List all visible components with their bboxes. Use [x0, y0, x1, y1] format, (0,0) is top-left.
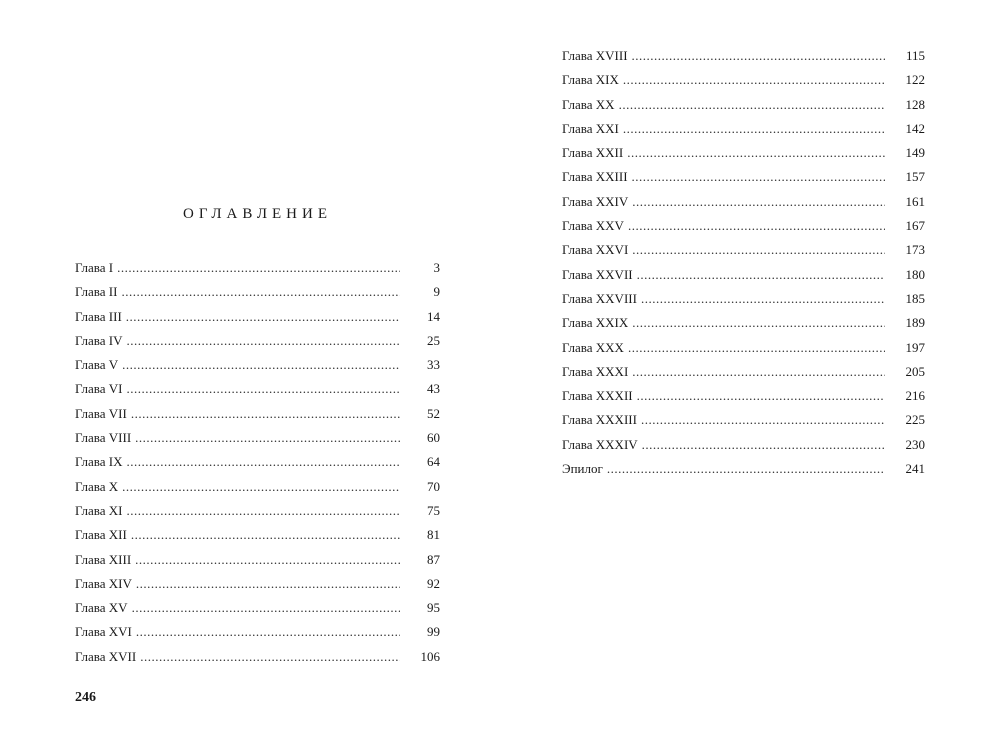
- dot-leader: [641, 410, 885, 430]
- dot-leader: [127, 331, 401, 351]
- toc-entry-page: 180: [905, 266, 925, 282]
- toc-entry-label: Эпилог: [562, 461, 603, 477]
- toc-entry-page: 70: [427, 478, 440, 494]
- toc-entry-page: 225: [905, 412, 925, 428]
- dot-leader: [127, 501, 401, 521]
- toc-entry-page: 216: [905, 388, 925, 404]
- toc-entry: [75, 647, 440, 671]
- toc-entry-page: 25: [427, 332, 440, 348]
- toc-entry-page: 142: [905, 120, 925, 136]
- toc-entry-label: Глава VII: [75, 405, 127, 421]
- toc-entry-page: 64: [427, 454, 440, 470]
- toc-entry-page: 122: [905, 72, 925, 88]
- toc-entry-label: Глава IX: [75, 454, 123, 470]
- toc-entry: [75, 428, 440, 452]
- toc-entry-label: Глава XXVIII: [562, 290, 637, 306]
- toc-entry: [75, 379, 440, 403]
- toc-entry-page: 9: [433, 284, 440, 300]
- dot-leader: [607, 459, 885, 479]
- toc-entry-label: Глава XXIV: [562, 193, 629, 209]
- dot-leader: [117, 258, 400, 278]
- toc-entry-label: Глава XVIII: [562, 48, 628, 63]
- toc-entry: [562, 119, 925, 143]
- toc-entry-label: Глава XIX: [562, 72, 619, 88]
- toc-entry-page: 241: [905, 461, 925, 477]
- toc-entry-page: 189: [905, 315, 925, 331]
- toc-entry-label: Глава XI: [75, 502, 123, 518]
- toc-entry-page: 75: [427, 502, 440, 518]
- dot-leader: [623, 119, 885, 139]
- toc-list-right: [562, 46, 925, 483]
- toc-entry-page: 185: [905, 290, 925, 306]
- toc-entry-page: 33: [427, 357, 440, 373]
- dot-leader: [136, 574, 400, 594]
- toc-entry: [75, 477, 440, 501]
- toc-entry-label: Глава XVI: [75, 624, 132, 640]
- toc-entry-label: Глава XIII: [75, 551, 132, 567]
- toc-entry: [75, 550, 440, 574]
- toc-entry: [562, 192, 925, 216]
- dot-leader: [132, 598, 400, 618]
- toc-entry-label: Глава XXXI: [562, 363, 629, 379]
- dot-leader: [136, 622, 400, 642]
- dot-leader: [140, 647, 400, 667]
- page-number: 246: [75, 690, 96, 705]
- toc-entry-label: Глава XXVI: [562, 242, 629, 258]
- toc-entry: [75, 598, 440, 622]
- dot-leader: [632, 362, 885, 382]
- toc-entry: [75, 404, 440, 428]
- toc-entry-label: Глава X: [75, 478, 119, 494]
- toc-entry: [562, 167, 925, 191]
- toc-entry: [562, 362, 925, 386]
- dot-leader: [135, 550, 400, 570]
- toc-entry: [562, 265, 925, 289]
- dot-leader: [641, 289, 885, 309]
- toc-entry: [562, 46, 925, 70]
- toc-entry-page: 167: [905, 218, 925, 234]
- toc-entry-label: Глава XXXIV: [562, 436, 638, 452]
- toc-entry: [75, 452, 440, 476]
- toc-entry-label: Глава IV: [75, 332, 123, 348]
- toc-entry: [75, 258, 440, 282]
- toc-entry-page: 205: [905, 363, 925, 379]
- toc-entry-page: 43: [427, 381, 440, 397]
- toc-entry-page: 92: [427, 575, 440, 591]
- toc-entry: [562, 216, 925, 240]
- toc-entry-label: Глава XXIII: [562, 169, 628, 185]
- toc-entry: [75, 525, 440, 549]
- toc-entry-page: 173: [905, 242, 925, 258]
- toc-entry: [562, 240, 925, 264]
- toc-entry-page: 95: [427, 600, 440, 616]
- toc-entry: [562, 143, 925, 167]
- toc-entry-label: Глава XV: [75, 600, 128, 616]
- dot-leader: [627, 143, 885, 163]
- dot-leader: [632, 240, 885, 260]
- toc-entry-label: Глава V: [75, 357, 119, 373]
- dot-leader: [131, 525, 400, 545]
- toc-entry-page: 149: [905, 145, 925, 161]
- toc-entry: [75, 574, 440, 598]
- toc-entry-label: Глава XXI: [562, 120, 619, 136]
- toc-entry-label: Глава XII: [75, 527, 127, 543]
- toc-entry: [75, 501, 440, 525]
- toc-entry: [562, 289, 925, 313]
- toc-entry: [75, 331, 440, 355]
- toc-entry-page: 157: [905, 169, 925, 185]
- toc-entry: [75, 307, 440, 331]
- dot-leader: [623, 70, 885, 90]
- toc-entry-label: Глава II: [75, 284, 118, 300]
- toc-entry-page: 99: [427, 624, 440, 640]
- toc-entry-label: Глава I: [75, 260, 114, 275]
- dot-leader: [632, 192, 885, 212]
- toc-entry-label: Глава XXXII: [562, 388, 633, 404]
- dot-leader: [131, 404, 400, 424]
- dot-leader: [632, 313, 885, 333]
- toc-entry-page: 60: [427, 430, 440, 446]
- toc-entry-label: Глава VIII: [75, 430, 132, 446]
- toc-entry-page: 87: [427, 551, 440, 567]
- toc-entry-page: 81: [427, 527, 440, 543]
- toc-entry: [562, 435, 925, 459]
- toc-entry: [75, 355, 440, 379]
- toc-list-left: [75, 258, 440, 671]
- toc-entry-label: Глава XX: [562, 96, 615, 112]
- dot-leader: [628, 216, 885, 236]
- toc-entry-page: 115: [905, 48, 925, 63]
- dot-leader: [127, 379, 401, 399]
- toc-entry: [562, 410, 925, 434]
- toc-heading: ОГЛАВЛЕНИЕ: [183, 206, 332, 222]
- dot-leader: [632, 46, 885, 66]
- toc-entry-label: Глава XVII: [75, 648, 137, 664]
- toc-entry-page: 197: [905, 339, 925, 355]
- toc-entry-epilogue: [562, 459, 925, 483]
- toc-entry-page: 106: [420, 648, 440, 664]
- dot-leader: [642, 435, 885, 455]
- toc-entry-page: 128: [905, 96, 925, 112]
- toc-entry: [562, 313, 925, 337]
- toc-entry-label: Глава XXII: [562, 145, 624, 161]
- toc-entry: [75, 282, 440, 306]
- toc-entry: [562, 386, 925, 410]
- dot-leader: [637, 386, 885, 406]
- dot-leader: [628, 338, 885, 358]
- toc-entry-label: Глава XXV: [562, 218, 624, 234]
- toc-entry: [75, 622, 440, 646]
- right-page: [500, 0, 1000, 750]
- toc-entry-label: Глава VI: [75, 381, 123, 397]
- toc-entry-label: Глава XXX: [562, 339, 624, 355]
- toc-entry: [562, 95, 925, 119]
- toc-entry-label: Глава III: [75, 308, 122, 324]
- dot-leader: [135, 428, 400, 448]
- dot-leader: [126, 307, 400, 327]
- toc-entry-page: 161: [905, 193, 925, 209]
- toc-entry: [562, 338, 925, 362]
- toc-entry: [562, 70, 925, 94]
- dot-leader: [632, 167, 885, 187]
- dot-leader: [122, 355, 400, 375]
- toc-entry-page: 14: [427, 308, 440, 324]
- toc-entry-label: Глава XXXIII: [562, 412, 637, 428]
- toc-entry-page: 230: [905, 436, 925, 452]
- dot-leader: [121, 282, 400, 302]
- toc-entry-label: Глава XIV: [75, 575, 132, 591]
- toc-entry-label: Глава XXVII: [562, 266, 633, 282]
- dot-leader: [122, 477, 400, 497]
- dot-leader: [619, 95, 885, 115]
- toc-entry-page: 52: [427, 405, 440, 421]
- dot-leader: [127, 452, 401, 472]
- dot-leader: [637, 265, 885, 285]
- toc-entry-page: 3: [433, 260, 440, 275]
- toc-entry-label: Глава XXIX: [562, 315, 629, 331]
